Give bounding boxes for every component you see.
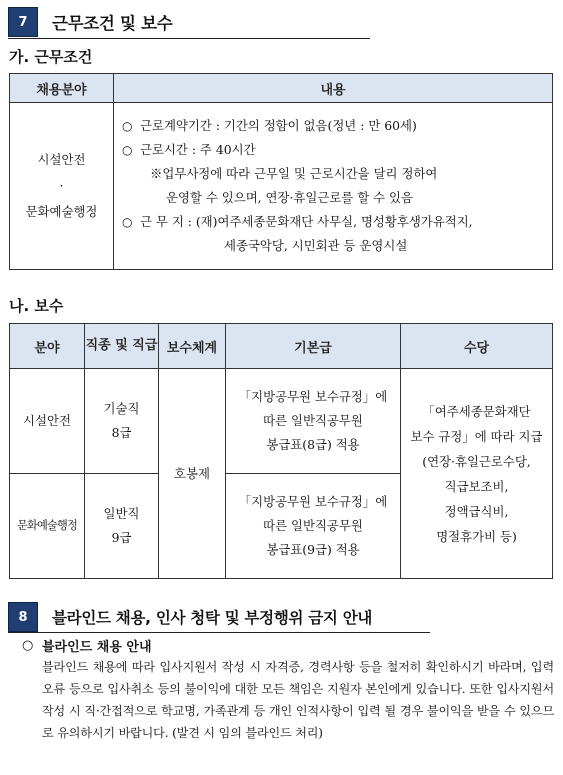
base-line: 봉급표(9급) 적용 [266,542,360,557]
subsection-title-pay: 나. 보수 [9,297,64,315]
field-cell: 시설안전 [10,369,85,474]
job-grade-cell [85,369,159,474]
field-cell: 문화예술행정 [10,474,85,579]
section-title: 블라인드 채용, 인사 청탁 및 부정행위 금지 안내 [52,609,373,627]
pay-system-cell: 호봉제 [159,369,226,579]
section-7-header [8,7,172,37]
section-8-header [8,602,372,632]
job-grade-cell [85,474,159,579]
allowance-line: 정액급식비, [444,503,509,519]
content-cell [114,103,553,270]
condition-list [114,110,552,262]
base-line: 「지방공무원 보수규정」에 [238,389,388,404]
blind-hiring-notice-body: 블라인드 채용에 따라 입사지원서 작성 시 자격증, 경력사항 등을 철저히 확인하시기 바라며, 입력오류 등으로 입사취소 등의 불이익에 대한 모든 책임은 지원자 본인에게 있습니다. 또한 입사지원서 작성 시 직·간접적으로 학교명, 가족관계 등 개인 인적사항이 입력 될 경우 불이익을 받을 수 있으므로 유의하시기 바랍니다. (발견 시 임의 블라인드 처리) [42,660,554,740]
allowance-line: 「여주세종문화재단 [422,403,531,419]
field-line: 문화예술행정 [25,204,98,219]
circle-bullet-icon: ○ [122,143,133,157]
table-row [10,369,553,474]
section-title: 근무조건 및 보수 [52,14,173,33]
header-allowance: 수당 [401,324,553,369]
subsection-title-work-conditions: 가. 근무조건 [9,48,93,66]
base-line: 「지방공무원 보수규정」에 [238,494,388,509]
base-line: 봉급표(8급) 적용 [266,437,360,452]
blind-hiring-notice-title [22,636,152,655]
base-line: 따른 일반직공무원 [263,518,363,533]
base-line: 따른 일반직공무원 [263,413,363,428]
section-number-badge: 7 [8,7,38,37]
grade-line: 일반직 [103,506,140,521]
notice-title-text: 블라인드 채용 안내 [42,640,152,655]
section-number-badge: 8 [8,602,38,632]
list-item [122,114,546,138]
list-item-text: ※업무사정에 따라 근무일 및 근로시간을 달리 정하여 [150,166,438,181]
table-header-row [10,74,553,103]
list-item [122,138,546,162]
circle-bullet-icon: ○ [122,215,133,229]
grade-line: 기술직 [103,401,140,416]
allowance-line: 보수 규정」에 따라 지급 [410,428,543,444]
section-underline [8,38,370,39]
circle-bullet-icon: ○ [122,119,133,133]
list-item-text: 운영할 수 있으며, 연장·휴일근로를 할 수 있음 [166,190,413,205]
pay-table [9,323,553,579]
header-base-salary: 기본급 [226,324,401,369]
list-item-text: 근로시간 : 주 40시간 [140,142,256,157]
grade-line: 8급 [111,425,132,440]
list-item [122,162,546,186]
header-field: 채용분야 [10,74,114,103]
field-line: · [59,178,64,193]
header-job-grade: 직종 및 직급 [85,324,159,369]
base-salary-cell [226,474,401,579]
allowance-cell [401,369,553,579]
allowance-line: (연장·휴일근로수당, [422,453,531,469]
field-cell [10,103,114,270]
table-header-row [10,324,553,369]
circle-bullet-icon: ○ [22,638,34,653]
header-field: 분야 [10,324,85,369]
header-pay-system: 보수체계 [159,324,226,369]
header-content: 내용 [114,74,553,103]
list-item-text: 세종국악당, 시민회관 등 운영시설 [224,238,408,253]
list-item-text: 근 무 지 : (재)여주세종문화재단 사무실, 명성황후생가유적지, [140,214,473,229]
grade-line: 9급 [111,530,132,545]
allowance-line: 직급보조비, [444,478,509,494]
allowance-line: 명절휴가비 등) [436,528,517,544]
list-item-text: 근로계약기간 : 기간의 정함이 없음(정년 : 만 60세) [140,118,417,133]
field-line: 시설안전 [37,152,86,167]
list-item [122,186,546,210]
list-item [122,234,546,258]
list-item [122,210,546,234]
base-salary-cell [226,369,401,474]
work-conditions-table [9,73,553,270]
section-underline [8,632,430,633]
table-row [10,103,553,270]
